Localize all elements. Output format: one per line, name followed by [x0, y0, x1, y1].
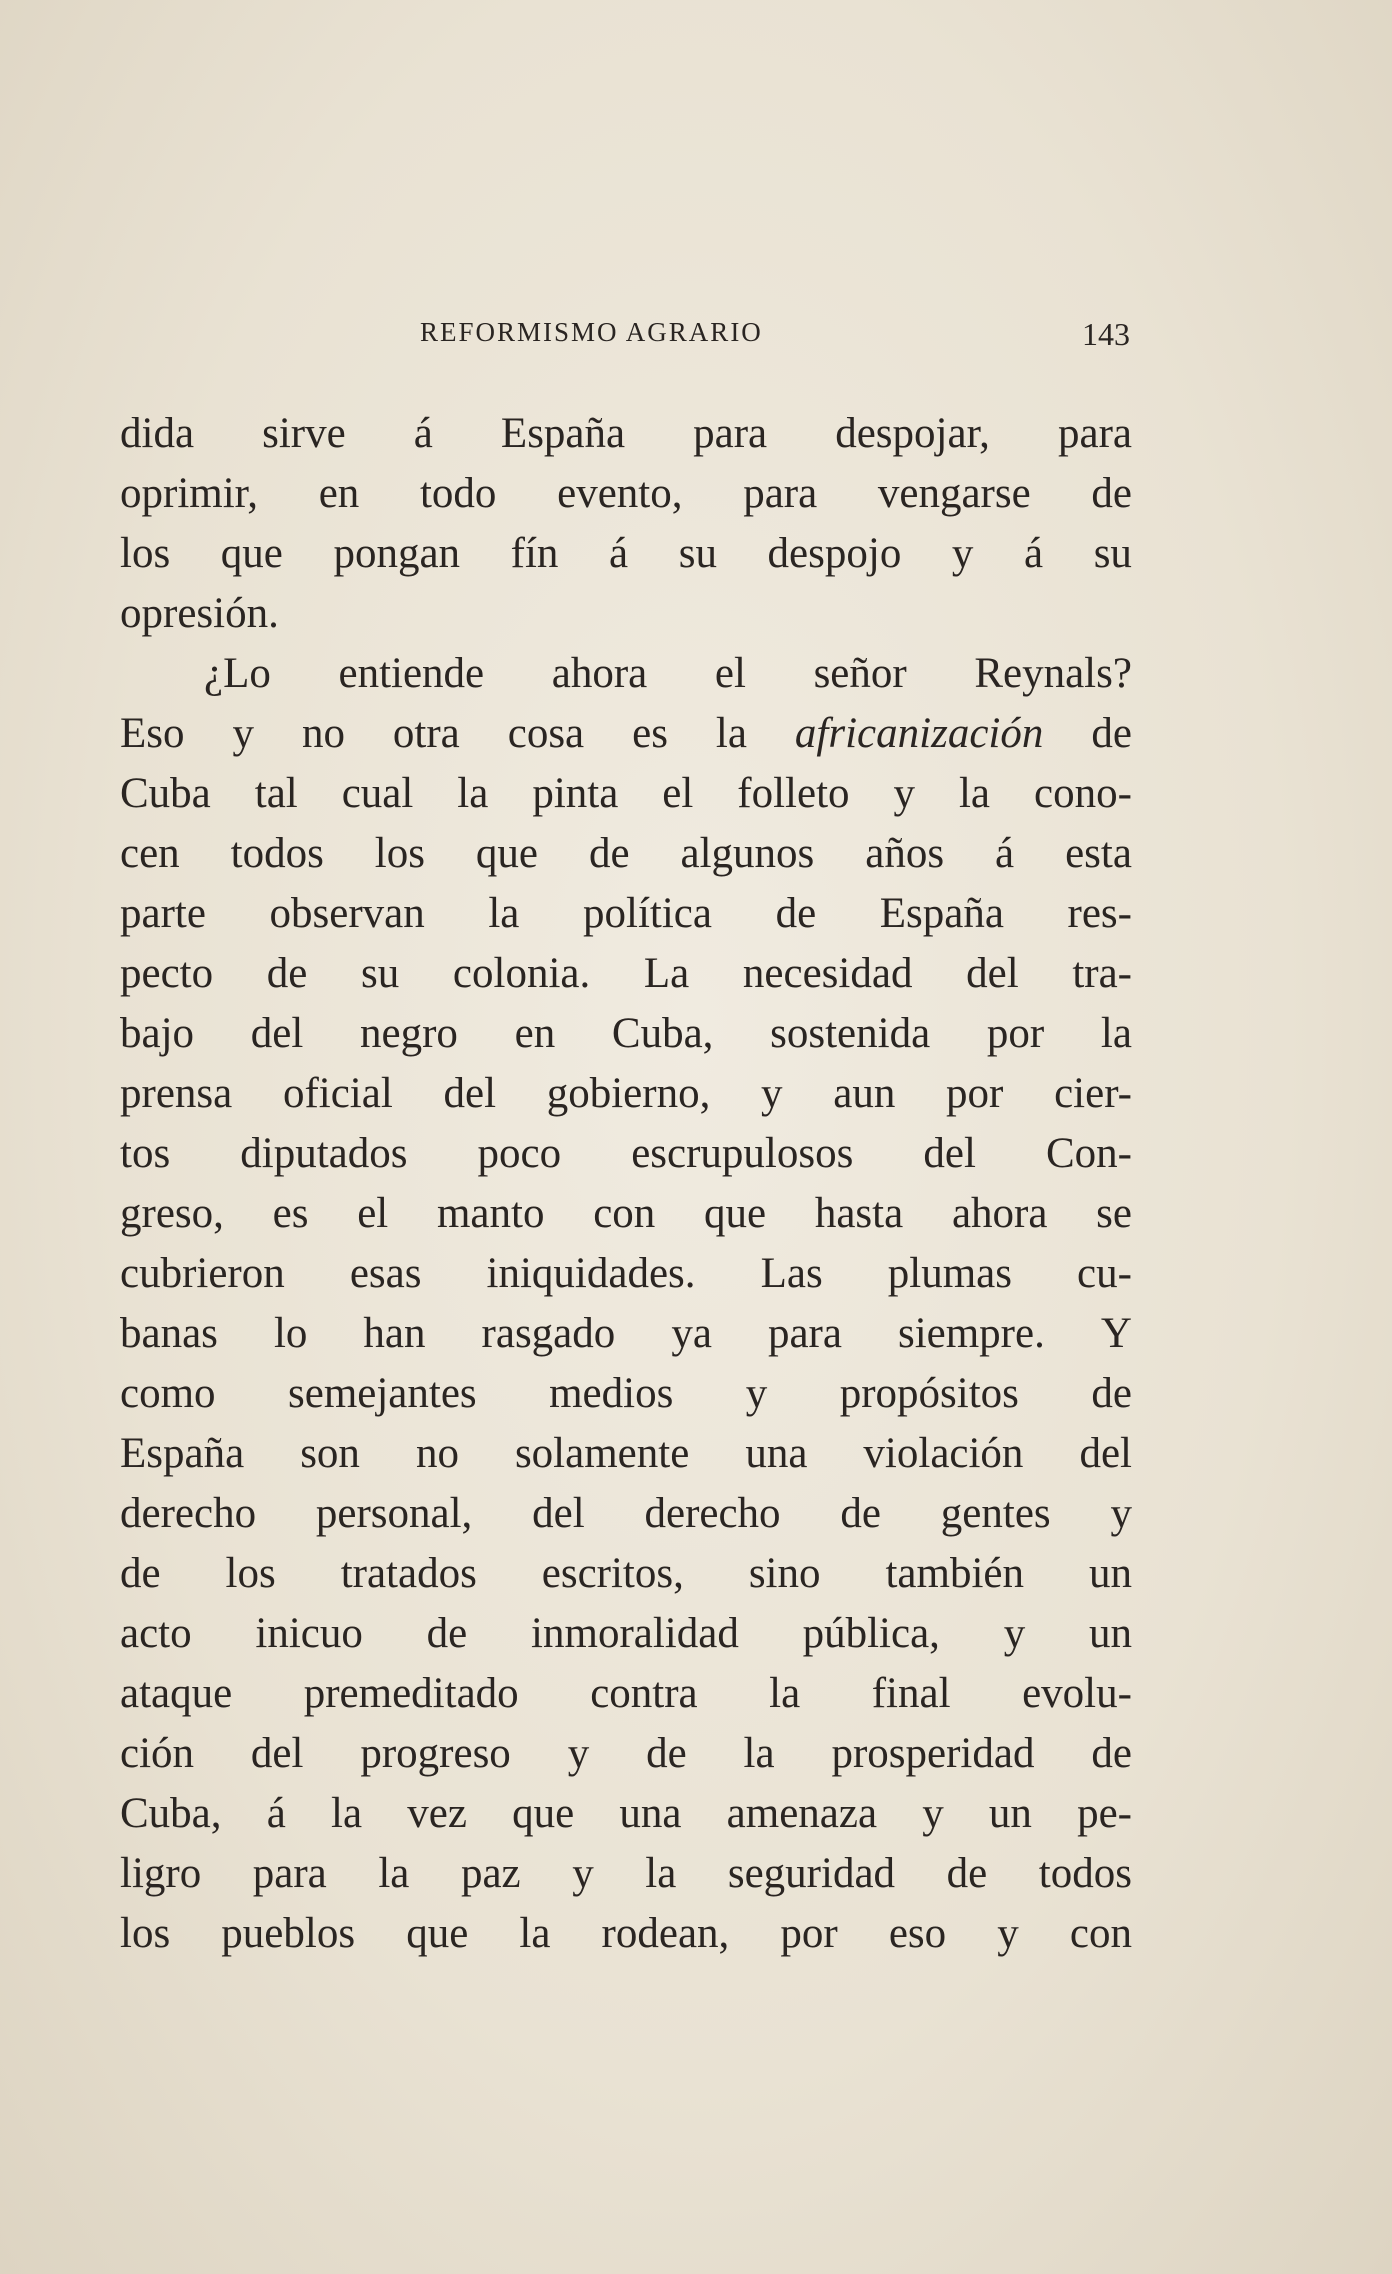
- text-line: [120, 1364, 1132, 1424]
- word: plumas: [887, 1250, 1012, 1297]
- word: oficial: [282, 1070, 393, 1117]
- word: greso,: [120, 1190, 224, 1237]
- word: despojar,: [835, 410, 990, 457]
- word: ligro: [120, 1850, 202, 1897]
- word: cier-: [1054, 1070, 1132, 1117]
- word: España: [500, 410, 626, 457]
- word: la: [743, 1730, 775, 1777]
- word: de: [1091, 1730, 1132, 1777]
- word: parte: [120, 890, 206, 937]
- word: eso: [888, 1910, 947, 1957]
- word: entiende: [338, 650, 485, 697]
- text-line: [120, 644, 1132, 704]
- word: semejantes: [288, 1370, 477, 1417]
- text-line: [120, 524, 1132, 584]
- word: á: [609, 530, 629, 577]
- word: sino: [748, 1550, 821, 1597]
- word: Cuba,: [120, 1790, 222, 1837]
- word: ahora: [551, 650, 648, 697]
- word: progreso: [360, 1730, 511, 1777]
- text-line: [120, 1544, 1132, 1604]
- word: ataque: [120, 1670, 233, 1717]
- word: negro: [360, 1010, 458, 1057]
- word: de: [426, 1610, 468, 1657]
- word: pecto: [120, 950, 214, 997]
- word: ción: [120, 1730, 195, 1777]
- word: de: [588, 830, 630, 877]
- word: observan: [269, 890, 425, 937]
- word: no: [415, 1430, 459, 1477]
- word: que: [704, 1190, 767, 1237]
- word: sostenida: [770, 1010, 931, 1057]
- text-line: [120, 1304, 1132, 1364]
- word: los: [374, 830, 425, 877]
- word: todos: [230, 830, 324, 877]
- word: bajo: [120, 1010, 195, 1057]
- word: escritos,: [541, 1550, 684, 1597]
- word: que: [220, 530, 283, 577]
- word: banas: [120, 1310, 218, 1357]
- word: por: [946, 1070, 1004, 1117]
- word: necesidad: [742, 950, 913, 997]
- word: del: [1079, 1430, 1132, 1477]
- word: tal: [254, 770, 298, 817]
- word: que: [475, 830, 538, 877]
- word: lo: [273, 1310, 308, 1357]
- word: despojo: [767, 530, 902, 577]
- word: para: [693, 410, 768, 457]
- word: política: [583, 890, 712, 937]
- word: paz: [460, 1850, 521, 1897]
- word: del: [532, 1490, 585, 1537]
- word: y: [745, 1370, 768, 1417]
- word: pe-: [1077, 1790, 1132, 1837]
- word: aun: [833, 1070, 896, 1117]
- word: la: [378, 1850, 410, 1897]
- word: pueblos: [221, 1910, 356, 1957]
- word: diputados: [240, 1130, 408, 1177]
- word: la: [1100, 1010, 1132, 1057]
- word: también: [885, 1550, 1024, 1597]
- text-line: [120, 1004, 1132, 1064]
- text-line: [120, 404, 1132, 464]
- text-line: [120, 1124, 1132, 1184]
- word: siempre.: [897, 1310, 1045, 1357]
- word: la: [488, 890, 520, 937]
- word: de: [1091, 470, 1132, 517]
- word: una: [619, 1790, 682, 1837]
- word: para: [743, 470, 818, 517]
- word: un: [988, 1790, 1032, 1837]
- word: esas: [349, 1250, 422, 1297]
- word: con: [593, 1190, 656, 1237]
- word: Las: [760, 1250, 823, 1297]
- page-number: 143: [1082, 316, 1130, 352]
- word: medios: [549, 1370, 674, 1417]
- text-line: [120, 824, 1132, 884]
- word: Reynals?: [974, 650, 1132, 697]
- word: España: [120, 1430, 245, 1477]
- word: del: [443, 1070, 497, 1117]
- word: y: [951, 530, 974, 577]
- word: oprimir,: [120, 470, 259, 517]
- word: algunos: [680, 830, 815, 877]
- text-line: [120, 1904, 1132, 1964]
- word: manto: [436, 1190, 545, 1237]
- word: á: [995, 830, 1015, 877]
- word: de: [946, 1850, 988, 1897]
- word: todo: [419, 470, 497, 517]
- word: los: [120, 1910, 171, 1957]
- word: y: [567, 1730, 590, 1777]
- word: para: [252, 1850, 327, 1897]
- text-line: [120, 1784, 1132, 1844]
- word: que: [512, 1790, 575, 1837]
- word: derecho: [644, 1490, 781, 1537]
- word: de: [775, 890, 817, 937]
- word: amenaza: [726, 1790, 878, 1837]
- word: el: [714, 650, 746, 697]
- text-line: [120, 884, 1132, 944]
- word: de: [1091, 1370, 1132, 1417]
- word: Cuba,: [611, 1010, 714, 1057]
- word: el: [357, 1190, 389, 1237]
- word: de: [1091, 710, 1132, 757]
- word: los: [225, 1550, 276, 1597]
- word: su: [361, 950, 400, 997]
- word: solamente: [514, 1430, 690, 1477]
- word: el: [662, 770, 694, 817]
- body-text: [120, 404, 1132, 1964]
- word: vez: [407, 1790, 467, 1837]
- word: evolu-: [1022, 1670, 1132, 1717]
- word: pongan: [333, 530, 461, 577]
- word: y: [922, 1790, 944, 1837]
- word: por: [780, 1910, 838, 1957]
- word: opresión.: [120, 590, 279, 637]
- word: todos: [1038, 1850, 1132, 1897]
- word: iniquidades.: [486, 1250, 696, 1297]
- word: final: [871, 1670, 951, 1717]
- word: rasgado: [481, 1310, 616, 1357]
- word: tos: [120, 1130, 171, 1177]
- word: años: [865, 830, 945, 877]
- word: ya: [671, 1310, 712, 1357]
- word: colonia.: [452, 950, 591, 997]
- word: la: [457, 770, 489, 817]
- word: cual: [341, 770, 414, 817]
- word: de: [266, 950, 308, 997]
- word: han: [363, 1310, 426, 1357]
- word: cen: [120, 830, 180, 877]
- word: de: [120, 1550, 161, 1597]
- word: un: [1088, 1550, 1132, 1597]
- word: derecho: [120, 1490, 257, 1537]
- word: esta: [1065, 830, 1132, 877]
- word: con: [1069, 1910, 1132, 1957]
- text-line: [120, 1844, 1132, 1904]
- word: inicuo: [255, 1610, 363, 1657]
- text-line: [120, 1064, 1132, 1124]
- word: es: [272, 1190, 309, 1237]
- word: la: [958, 770, 991, 817]
- word: á: [266, 1790, 286, 1837]
- word: como: [120, 1370, 216, 1417]
- word: cosa: [507, 710, 585, 757]
- word: vengarse: [877, 470, 1031, 517]
- word: ¿Lo: [204, 650, 271, 697]
- word: un: [1089, 1610, 1132, 1657]
- word: del: [966, 950, 1019, 997]
- word: acto: [120, 1610, 192, 1657]
- running-title: REFORMISMO AGRARIO: [420, 317, 763, 347]
- word: Cuba: [120, 770, 211, 817]
- word: gentes: [940, 1490, 1051, 1537]
- word: y: [761, 1070, 783, 1117]
- word: á: [1024, 530, 1044, 577]
- running-head: [120, 312, 1130, 352]
- word: por: [986, 1010, 1045, 1057]
- word: se: [1096, 1190, 1132, 1237]
- word: cono-: [1033, 770, 1132, 817]
- word: cu-: [1077, 1250, 1132, 1297]
- word: del: [250, 1730, 304, 1777]
- word: seguridad: [727, 1850, 896, 1897]
- word: y: [997, 1910, 1019, 1957]
- word: violación: [863, 1430, 1024, 1477]
- word: prosperidad: [831, 1730, 1035, 1777]
- word: y: [572, 1850, 594, 1897]
- word: otra: [392, 710, 460, 757]
- word: y: [893, 770, 915, 817]
- text-line: [120, 1664, 1132, 1724]
- word: su: [678, 530, 717, 577]
- word: en: [318, 470, 360, 517]
- word: y: [1110, 1490, 1132, 1537]
- word: del: [923, 1130, 976, 1177]
- word: son: [300, 1430, 360, 1477]
- word: evento,: [557, 470, 683, 517]
- word: africanización: [794, 710, 1044, 757]
- word: pinta: [532, 770, 619, 817]
- word: y: [1003, 1610, 1026, 1657]
- word: Y: [1100, 1310, 1132, 1357]
- word: en: [514, 1010, 556, 1057]
- word: La: [643, 950, 690, 997]
- word: no: [301, 710, 345, 757]
- word: contra: [590, 1670, 698, 1717]
- text-line: [120, 1604, 1132, 1664]
- word: premeditado: [303, 1670, 519, 1717]
- word: Con-: [1046, 1130, 1132, 1177]
- word: es: [632, 710, 668, 757]
- word: los: [120, 530, 171, 577]
- text-line: [120, 1424, 1132, 1484]
- word: la: [645, 1850, 677, 1897]
- word: propósitos: [839, 1370, 1019, 1417]
- word: para: [767, 1310, 842, 1357]
- word: de: [646, 1730, 687, 1777]
- word: ahora: [951, 1190, 1048, 1237]
- word: tra-: [1072, 950, 1132, 997]
- word: de: [840, 1490, 881, 1537]
- word: fín: [510, 530, 559, 577]
- word: la: [769, 1670, 801, 1717]
- word: su: [1093, 530, 1132, 577]
- word: escrupulosos: [631, 1130, 854, 1177]
- word: cubrieron: [120, 1250, 285, 1297]
- word: pública,: [802, 1610, 940, 1657]
- word: la: [519, 1910, 551, 1957]
- word: folleto: [737, 770, 850, 817]
- word: para: [1057, 410, 1132, 457]
- word: gobierno,: [546, 1070, 711, 1117]
- text-line: [120, 704, 1132, 764]
- word: res-: [1067, 890, 1132, 937]
- word: Eso: [120, 710, 185, 757]
- text-line: [120, 584, 1132, 644]
- word: del: [250, 1010, 304, 1057]
- text-line: [120, 764, 1132, 824]
- text-line: [120, 1244, 1132, 1304]
- word: dida: [120, 410, 195, 457]
- word: sirve: [262, 410, 346, 457]
- word: poco: [477, 1130, 562, 1177]
- word: una: [745, 1430, 808, 1477]
- text-line: [120, 1184, 1132, 1244]
- word: tratados: [340, 1550, 477, 1597]
- word: inmoralidad: [531, 1610, 739, 1657]
- word: España: [879, 890, 1004, 937]
- word: la: [715, 710, 747, 757]
- word: personal,: [315, 1490, 473, 1537]
- text-line: [120, 944, 1132, 1004]
- word: prensa: [120, 1070, 233, 1117]
- word: á: [413, 410, 433, 457]
- text-line: [120, 1484, 1132, 1544]
- word: la: [331, 1790, 363, 1837]
- word: y: [232, 710, 254, 757]
- word: señor: [813, 650, 907, 697]
- word: hasta: [814, 1190, 904, 1237]
- word: que: [406, 1910, 469, 1957]
- word: rodean,: [601, 1910, 730, 1957]
- text-line: [120, 1724, 1132, 1784]
- text-line: [120, 464, 1132, 524]
